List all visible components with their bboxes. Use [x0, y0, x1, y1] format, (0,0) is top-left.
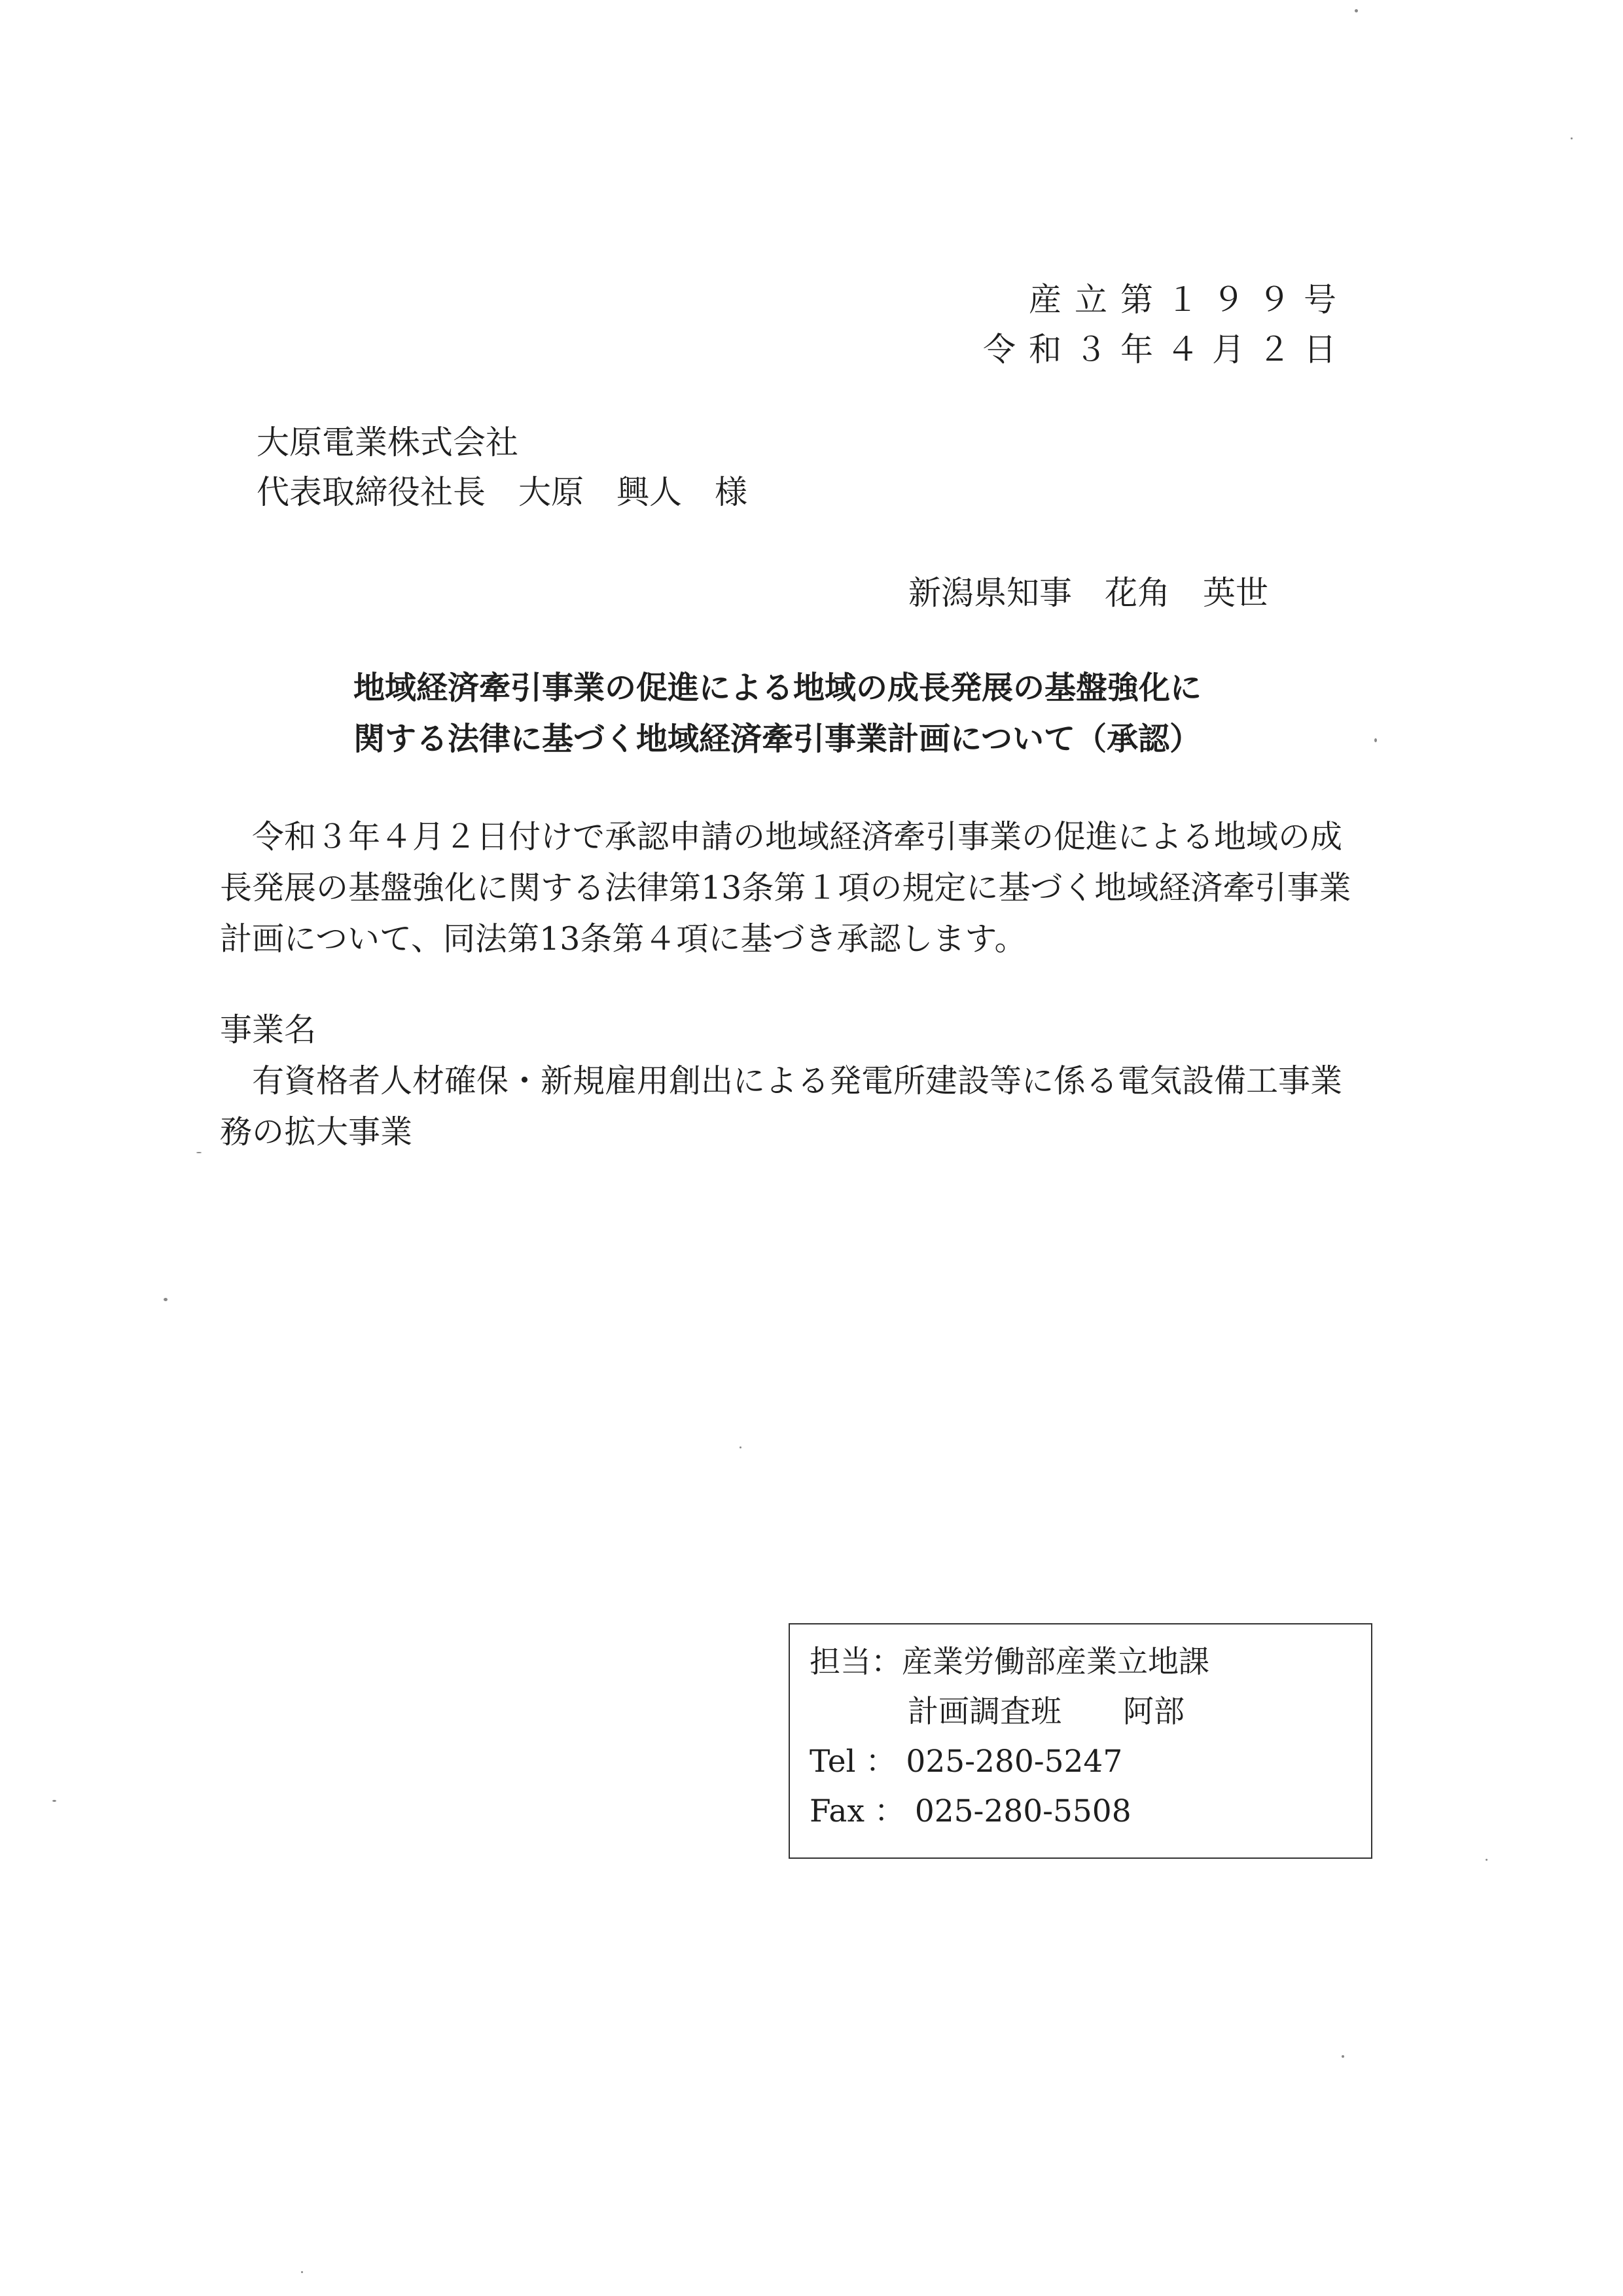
body-line-1: 令和３年４月２日付けで承認申請の地域経済牽引事業の促進による地域の成	[252, 818, 1343, 855]
document-title	[353, 662, 1202, 764]
document-date: 令和３年４月２日	[983, 331, 1349, 368]
body-paragraph	[220, 812, 1385, 965]
title-line-2: 関する法律に基づく地域経済牽引事業計画について（承認）	[353, 721, 1202, 757]
scan-speck	[1486, 1859, 1488, 1861]
addressee-representative: 代表取締役社長 大原 興人 様	[257, 473, 747, 511]
sender: 新潟県知事 花角 英世	[908, 574, 1268, 612]
body-line-2: 長発展の基盤強化に関する法律第13条第１項の規定に基づく地域経済牽引事業	[220, 869, 1351, 906]
scan-speck	[1355, 9, 1358, 12]
addressee	[257, 418, 747, 517]
project-name-line-2: 務の拡大事業	[220, 1113, 413, 1151]
contact-fax: Fax ： 025-280-5508	[810, 1793, 1132, 1829]
project-section	[220, 1005, 1342, 1158]
project-name-line-1: 有資格者人材確保・新規雇用創出による発電所建設等に係る電気設備工事業	[252, 1062, 1343, 1100]
document-reference	[983, 275, 1349, 374]
document-number: 産立第１９９号	[1029, 281, 1349, 319]
addressee-company: 大原電業株式会社	[257, 423, 518, 461]
scan-speck	[1342, 2055, 1344, 2058]
contact-department: 担当：産業労働部産業立地課	[810, 1644, 1209, 1680]
scan-speck	[164, 1298, 168, 1301]
body-line-3: 計画について、同法第13条第４項に基づき承認します。	[220, 920, 1027, 958]
scan-speck	[1571, 137, 1573, 139]
scan-speck	[301, 2271, 303, 2273]
contact-box	[789, 1623, 1372, 1859]
scan-speck	[1374, 738, 1377, 742]
scan-speck	[52, 1800, 56, 1802]
title-line-1: 地域経済牽引事業の促進による地域の成長発展の基盤強化に	[353, 670, 1202, 706]
project-heading: 事業名	[220, 1011, 317, 1049]
contact-tel: Tel ： 025-280-5247	[810, 1744, 1123, 1780]
scan-speck	[196, 1152, 202, 1153]
scan-speck	[740, 1446, 741, 1448]
contact-team: 計画調査班 阿部	[908, 1694, 1185, 1730]
